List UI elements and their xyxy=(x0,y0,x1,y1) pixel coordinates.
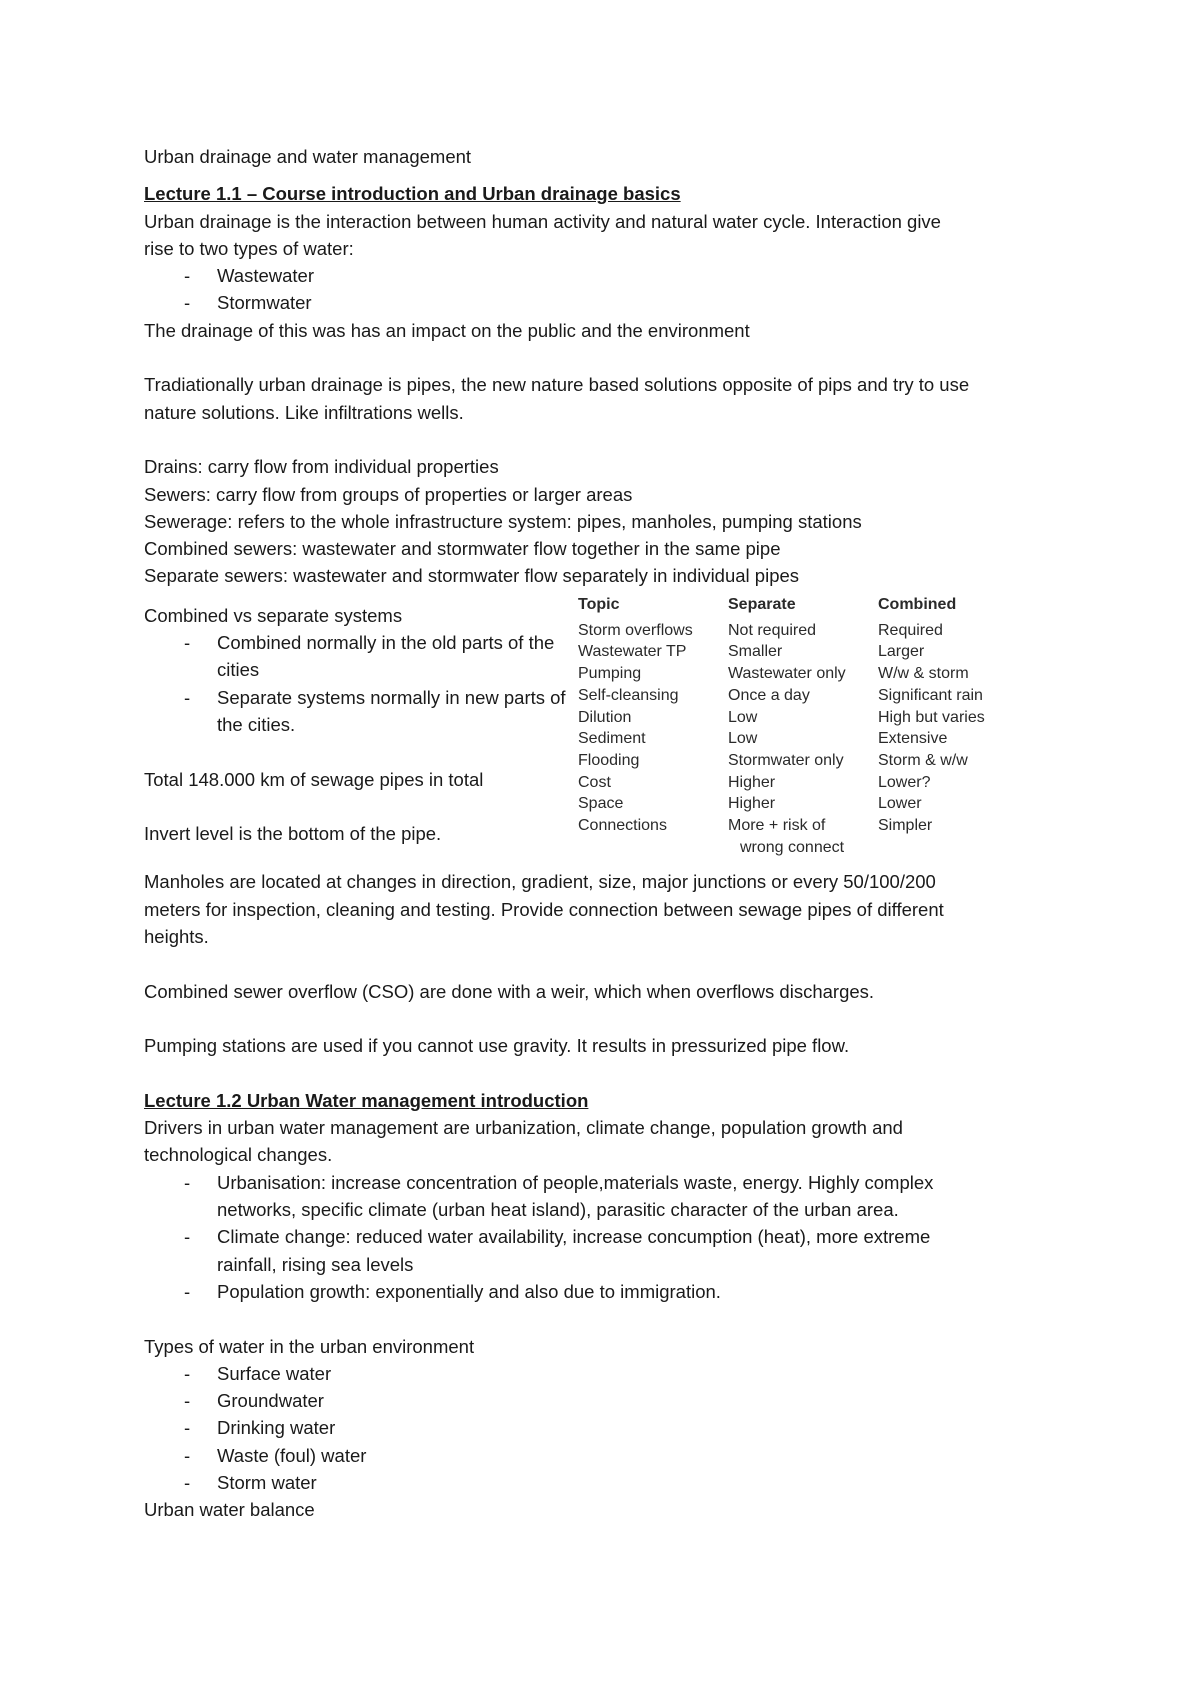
table-cell: Pumping xyxy=(578,665,642,683)
list-item: - Urbanisation: increase concentration of people,materials waste, energy. Highly complex networks, specific climate (urban heat island), parasitic character of the urban area. xyxy=(144,1169,1064,1224)
pumping-stations-sentence: Pumping stations are used if you cannot use gravity. It results in pressurized pipe flow. xyxy=(144,1035,850,1057)
list-item: - Storm water xyxy=(144,1469,1064,1496)
table-cell: Required xyxy=(878,621,943,639)
list-item: - Wastewater xyxy=(144,262,1064,289)
dash-bullet: - xyxy=(184,1171,191,1193)
table-header-combined: Combined xyxy=(878,595,957,613)
definition-separate-sewers: Separate sewers: wastewater and stormwater flow separately in individual pipes xyxy=(144,565,800,587)
table-cell: Higher xyxy=(728,795,776,813)
table-cell: Storm & w/w xyxy=(878,751,968,769)
tradition-paragraph-line-1: Tradiationally urban drainage is pipes, the new nature based solutions opposite of pips and try to use xyxy=(144,374,970,396)
list-item: - Stormwater xyxy=(144,289,1064,316)
table-row xyxy=(578,815,1008,858)
table-cell: Smaller xyxy=(728,643,783,661)
table-cell: Lower? xyxy=(878,773,931,791)
table-cell: Significant rain xyxy=(878,686,983,704)
table-cell: Lower xyxy=(878,795,922,813)
dash-bullet: - xyxy=(184,265,191,287)
list-item: - Population growth: exponentially and also due to immigration. xyxy=(144,1278,1064,1305)
dash-bullet: - xyxy=(184,1362,191,1384)
urban-water-types-list xyxy=(144,1360,1064,1496)
table-row xyxy=(578,620,1008,642)
combined-vs-separate-notes xyxy=(144,602,594,848)
impact-sentence: The drainage of this was has an impact on the public and the environment xyxy=(144,319,750,341)
table-row xyxy=(578,728,1008,750)
definition-combined-sewers: Combined sewers: wastewater and stormwater flow together in the same pipe xyxy=(144,538,781,560)
table-row xyxy=(578,750,1008,772)
list-item: - Combined normally in the old parts of the cities xyxy=(144,629,594,684)
tradition-paragraph-line-2: nature solutions. Like infiltrations wells. xyxy=(144,401,464,423)
combined-vs-separate-section xyxy=(144,595,1064,859)
table-cell: Larger xyxy=(878,643,925,661)
table-cell: Stormwater only xyxy=(728,751,844,769)
table-cell: Cost xyxy=(578,773,611,791)
table-cell: Not required xyxy=(728,621,817,639)
table-cell: Low xyxy=(728,730,758,748)
definition-drains: Drains: carry flow from individual properties xyxy=(144,456,499,478)
lecture-1-1-heading: Lecture 1.1 – Course introduction and Urban drainage basics xyxy=(144,183,681,205)
table-cell: Extensive xyxy=(878,730,948,748)
table-row xyxy=(578,793,1008,815)
dash-bullet: - xyxy=(184,1390,191,1412)
water-types-heading: Types of water in the urban environment xyxy=(144,1335,475,1357)
comparison-table xyxy=(578,594,1008,859)
table-cell: Flooding xyxy=(578,751,640,769)
lecture-1-2-heading: Lecture 1.2 Urban Water management introduction xyxy=(144,1089,589,1111)
dash-bullet: - xyxy=(184,1226,191,1248)
list-item: - Groundwater xyxy=(144,1387,1064,1414)
total-pipes-sentence: Total 148.000 km of sewage pipes in total xyxy=(144,768,484,790)
drivers-paragraph-line-2: technological changes. xyxy=(144,1144,333,1166)
table-row xyxy=(578,685,1008,707)
table-header-separate: Separate xyxy=(728,595,796,613)
table-cell: Wastewater only xyxy=(728,665,846,683)
dash-bullet: - xyxy=(184,292,191,314)
definition-sewerage: Sewerage: refers to the whole infrastructure system: pipes, manholes, pumping stations xyxy=(144,510,862,532)
list-item: - Climate change: reduced water availability, increase concumption (heat), more extreme rainfall, rising sea levels xyxy=(144,1223,1064,1278)
cso-sentence: Combined sewer overflow (CSO) are done with a weir, which when overflows discharges. xyxy=(144,980,875,1002)
urban-water-balance-heading: Urban water balance xyxy=(144,1499,315,1521)
combined-vs-separate-heading: Combined vs separate systems xyxy=(144,604,403,626)
table-header-row xyxy=(578,594,1008,620)
table-cell: Connections xyxy=(578,817,667,835)
water-types-list xyxy=(144,262,1064,317)
table-cell: Higher xyxy=(728,773,776,791)
intro-paragraph-line-1: Urban drainage is the interaction between human activity and natural water cycle. Interaction give xyxy=(144,210,941,232)
system-location-list xyxy=(144,629,594,738)
table-header-topic: Topic xyxy=(578,595,620,613)
dash-bullet: - xyxy=(184,632,191,654)
table-cell: High but varies xyxy=(878,708,985,726)
table-row xyxy=(578,663,1008,685)
dash-bullet: - xyxy=(184,1472,191,1494)
list-item: - Waste (foul) water xyxy=(144,1442,1064,1469)
comparison-table-image xyxy=(578,594,1018,859)
table-cell: Simpler xyxy=(878,817,933,835)
document-title: Urban drainage and water management xyxy=(144,146,472,167)
table-cell: Space xyxy=(578,795,624,813)
drivers-paragraph-line-1: Drivers in urban water management are urbanization, climate change, population growth and xyxy=(144,1117,903,1139)
dash-bullet: - xyxy=(184,1444,191,1466)
table-row xyxy=(578,772,1008,794)
drivers-list xyxy=(144,1169,1064,1305)
table-cell: Wastewater TP xyxy=(578,643,687,661)
document-content xyxy=(144,143,1064,1524)
list-item: - Drinking water xyxy=(144,1414,1064,1441)
invert-level-sentence: Invert level is the bottom of the pipe. xyxy=(144,823,442,845)
dash-bullet: - xyxy=(184,1280,191,1302)
intro-paragraph-line-2: rise to two types of water: xyxy=(144,237,354,259)
table-cell: Once a day xyxy=(728,686,810,704)
table-cell: Self-cleansing xyxy=(578,686,679,704)
dash-bullet: - xyxy=(184,686,191,708)
table-cell: Storm overflows xyxy=(578,621,693,639)
manholes-paragraph-line-2: meters for inspection, cleaning and testing. Provide connection between sewage pipes of different xyxy=(144,898,944,920)
table-cell: More + risk of wrong connect xyxy=(728,817,845,856)
table-row xyxy=(578,707,1008,729)
manholes-paragraph-line-3: heights. xyxy=(144,926,209,948)
table-cell: Low xyxy=(728,708,758,726)
list-item: - Surface water xyxy=(144,1360,1064,1387)
definition-sewers: Sewers: carry flow from groups of properties or larger areas xyxy=(144,483,633,505)
table-row xyxy=(578,641,1008,663)
manholes-paragraph-line-1: Manholes are located at changes in direction, gradient, size, major junctions or every 50/100/200 xyxy=(144,871,936,893)
table-cell: W/w & storm xyxy=(878,665,969,683)
table-cell: Sediment xyxy=(578,730,646,748)
list-item: - Separate systems normally in new parts of the cities. xyxy=(144,684,594,739)
dash-bullet: - xyxy=(184,1417,191,1439)
table-cell: Dilution xyxy=(578,708,632,726)
